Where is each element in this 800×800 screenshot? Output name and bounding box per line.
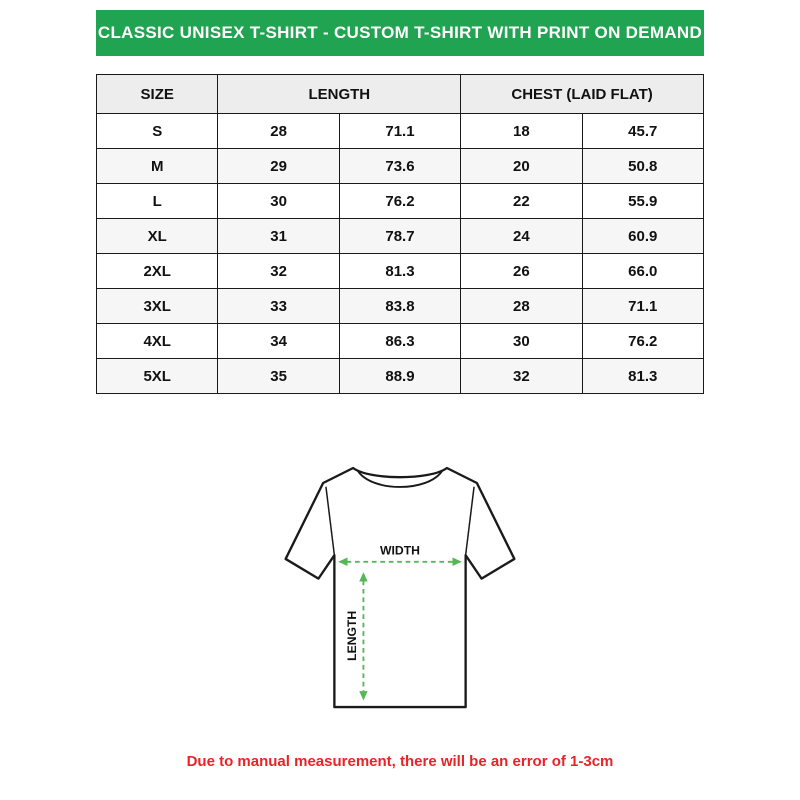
length-cm-cell: 81.3 [339,254,460,289]
length-cm-cell: 86.3 [339,324,460,359]
chest-cm-cell: 50.8 [582,149,703,184]
tshirt-diagram [0,434,800,727]
length-cm-cell: 83.8 [339,289,460,324]
chest-in-cell: 18 [461,114,582,149]
size-cell: 3XL [97,289,218,324]
table-row [97,219,704,254]
length-in-cell: 31 [218,219,339,254]
col-header-size: SIZE [97,75,218,114]
chest-cm-cell: 60.9 [582,219,703,254]
length-cm-cell: 76.2 [339,184,460,219]
size-cell: L [97,184,218,219]
length-cm-cell: 73.6 [339,149,460,184]
size-cell: M [97,149,218,184]
size-cell: S [97,114,218,149]
table-row [97,289,704,324]
size-cell: XL [97,219,218,254]
size-cell: 4XL [97,324,218,359]
length-in-cell: 30 [218,184,339,219]
length-cm-cell: 78.7 [339,219,460,254]
col-header-length: LENGTH [218,75,461,114]
chest-cm-cell: 76.2 [582,324,703,359]
table-row [97,114,704,149]
chest-cm-cell: 45.7 [582,114,703,149]
length-in-cell: 35 [218,359,339,394]
chest-in-cell: 28 [461,289,582,324]
length-in-cell: 32 [218,254,339,289]
table-row [97,149,704,184]
table-row [97,254,704,289]
size-chart-table [96,74,704,394]
width-label: WIDTH [380,543,420,558]
length-cm-cell: 88.9 [339,359,460,394]
tshirt-svg [250,434,550,727]
chest-cm-cell: 66.0 [582,254,703,289]
chest-in-cell: 20 [461,149,582,184]
table-header-row [97,75,704,114]
tshirt-outline [286,468,515,707]
length-label: LENGTH [344,610,359,661]
col-header-chest: CHEST (LAID FLAT) [461,75,704,114]
chest-in-cell: 30 [461,324,582,359]
length-in-cell: 29 [218,149,339,184]
length-in-cell: 33 [218,289,339,324]
page-title: CLASSIC UNISEX T-SHIRT - CUSTOM T-SHIRT WITH PRINT ON DEMAND [97,23,703,42]
size-cell: 5XL [97,359,218,394]
length-in-cell: 34 [218,324,339,359]
title-banner [96,10,704,56]
length-in-cell: 28 [218,114,339,149]
table-row [97,359,704,394]
chest-in-cell: 26 [461,254,582,289]
measurement-note: Due to manual measurement, there will be an error of 1-3cm [186,753,614,770]
chest-cm-cell: 55.9 [582,184,703,219]
table-row [97,324,704,359]
size-cell: 2XL [97,254,218,289]
chest-in-cell: 22 [461,184,582,219]
chest-in-cell: 24 [461,219,582,254]
length-cm-cell: 71.1 [339,114,460,149]
table-row [97,184,704,219]
chest-cm-cell: 81.3 [582,359,703,394]
chest-in-cell: 32 [461,359,582,394]
chest-cm-cell: 71.1 [582,289,703,324]
